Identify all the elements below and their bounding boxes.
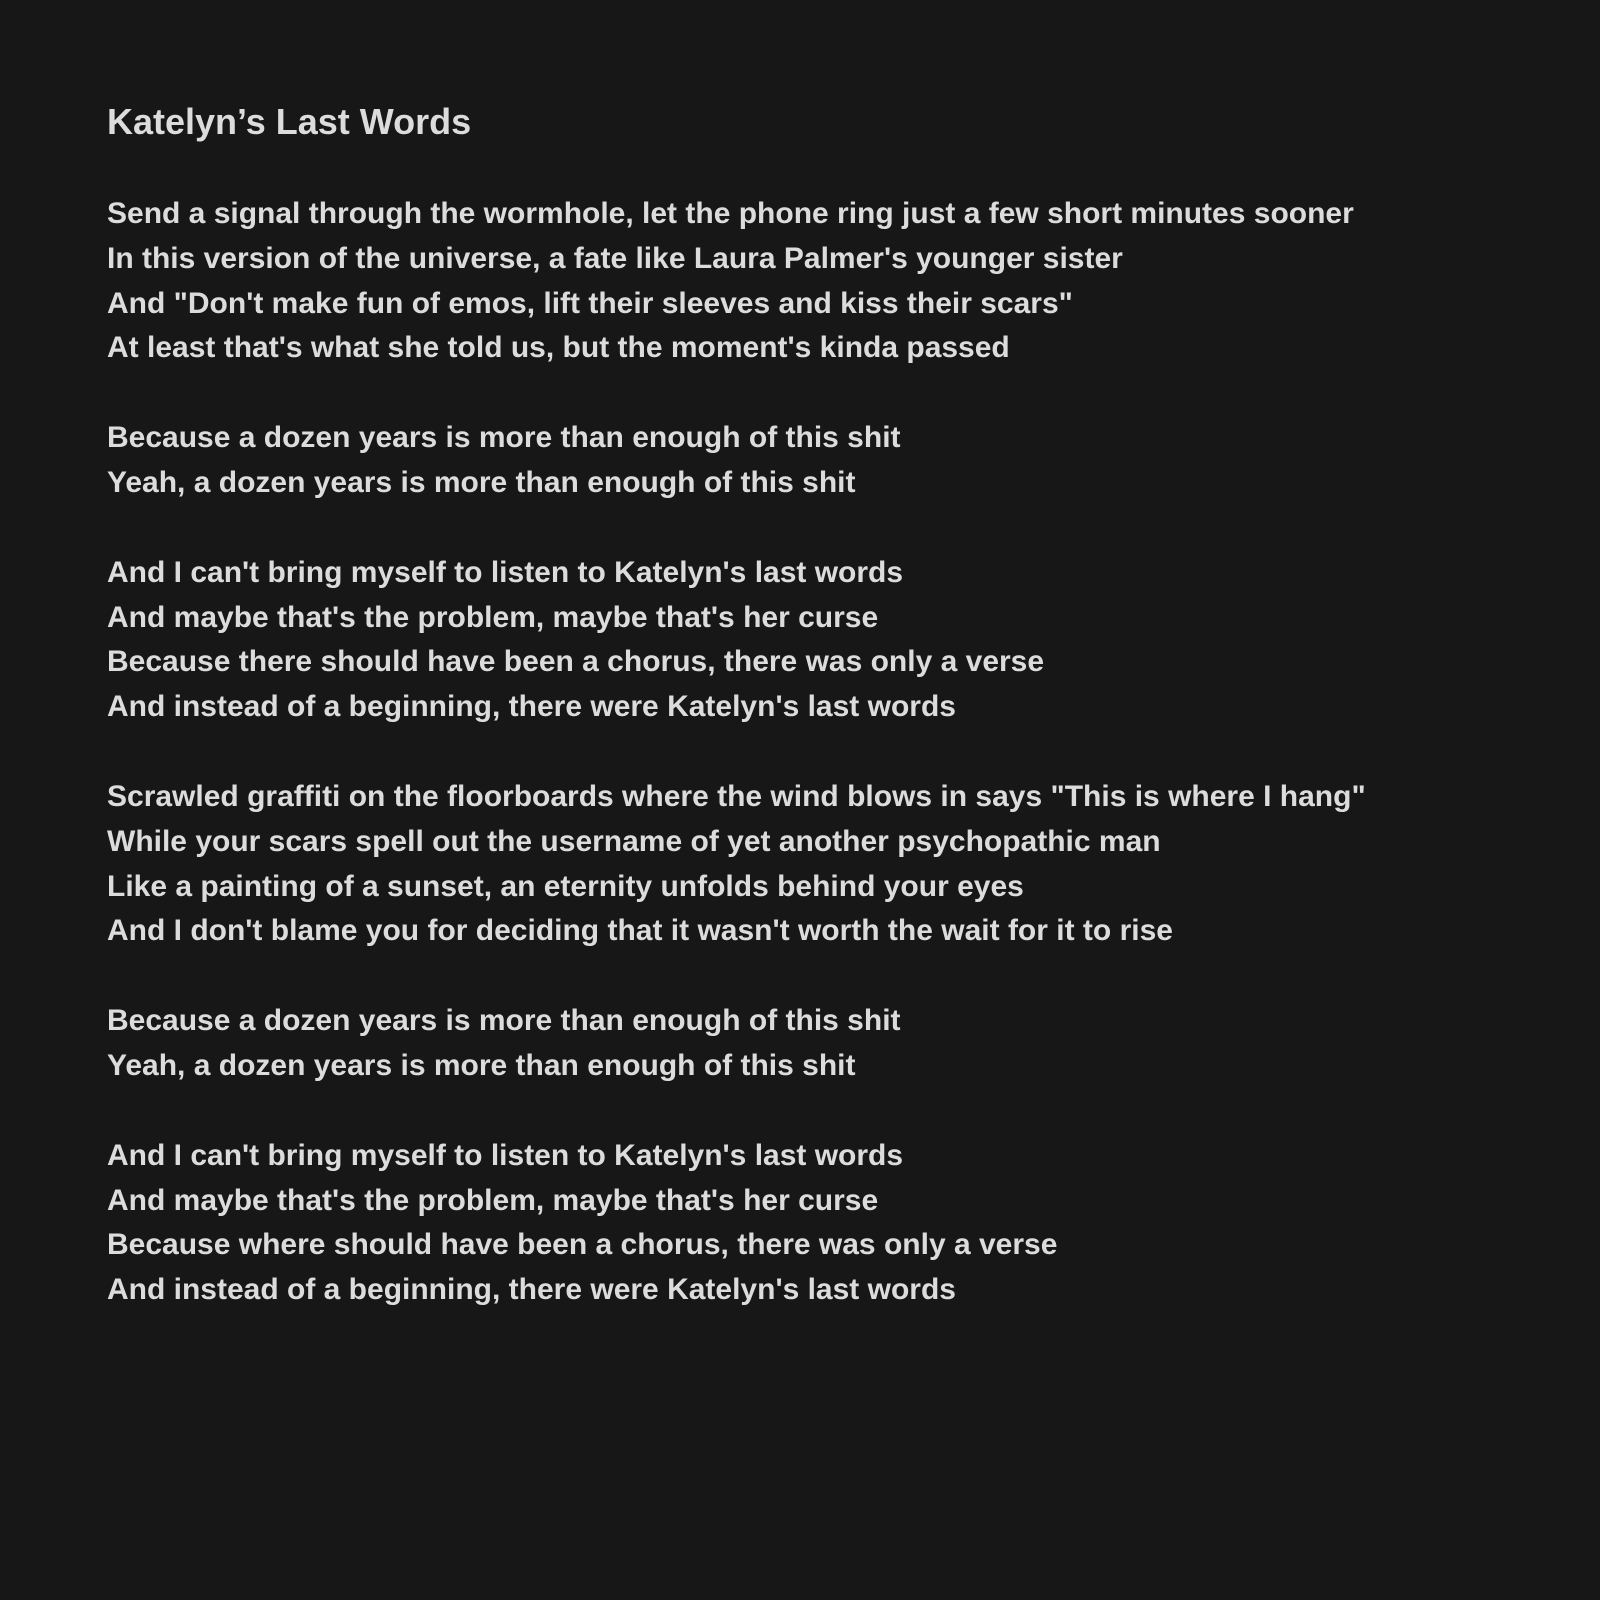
lyric-line: And I can't bring myself to listen to Katelyn's last words bbox=[107, 1138, 904, 1172]
lyric-line: Because where should have been a chorus, there was only a verse bbox=[107, 1228, 1058, 1262]
lyric-line: In this version of the universe, a fate like Laura Palmer's younger sister bbox=[107, 241, 1123, 275]
lyric-line: Scrawled graffiti on the floorboards where the wind blows in says "This is where I hang" bbox=[107, 779, 1366, 813]
lyrics-body bbox=[107, 192, 1600, 1313]
stanza bbox=[107, 192, 1600, 371]
stanza bbox=[107, 1134, 1600, 1313]
lyric-line: And "Don't make fun of emos, lift their sleeves and kiss their scars" bbox=[107, 286, 1073, 320]
stanza bbox=[107, 551, 1600, 730]
lyric-line: At least that's what she told us, but the moment's kinda passed bbox=[107, 331, 1010, 365]
lyric-line: While your scars spell out the username of yet another psychopathic man bbox=[107, 824, 1161, 858]
lyric-line: And I can't bring myself to listen to Katelyn's last words bbox=[107, 555, 904, 589]
lyric-line: Because there should have been a chorus, there was only a verse bbox=[107, 645, 1045, 679]
lyric-line: Yeah, a dozen years is more than enough of this shit bbox=[107, 1048, 856, 1082]
stanza bbox=[107, 999, 1600, 1089]
lyric-line: Like a painting of a sunset, an eternity unfolds behind your eyes bbox=[107, 869, 1024, 903]
lyric-line: And I don't blame you for deciding that it wasn't worth the wait for it to rise bbox=[107, 914, 1173, 948]
lyric-line: And instead of a beginning, there were Katelyn's last words bbox=[107, 690, 956, 724]
lyric-line: And maybe that's the problem, maybe that's her curse bbox=[107, 600, 879, 634]
lyric-line: And instead of a beginning, there were Katelyn's last words bbox=[107, 1273, 956, 1307]
stanza bbox=[107, 416, 1600, 506]
lyric-line: Because a dozen years is more than enough of this shit bbox=[107, 1004, 901, 1038]
song-title: Katelyn’s Last Words bbox=[107, 101, 472, 142]
stanza bbox=[107, 775, 1600, 954]
lyric-line: Because a dozen years is more than enough of this shit bbox=[107, 421, 901, 455]
lyric-line: Yeah, a dozen years is more than enough of this shit bbox=[107, 465, 856, 499]
lyric-line: And maybe that's the problem, maybe that's her curse bbox=[107, 1183, 879, 1217]
lyric-line: Send a signal through the wormhole, let the phone ring just a few short minutes sooner bbox=[107, 197, 1354, 230]
